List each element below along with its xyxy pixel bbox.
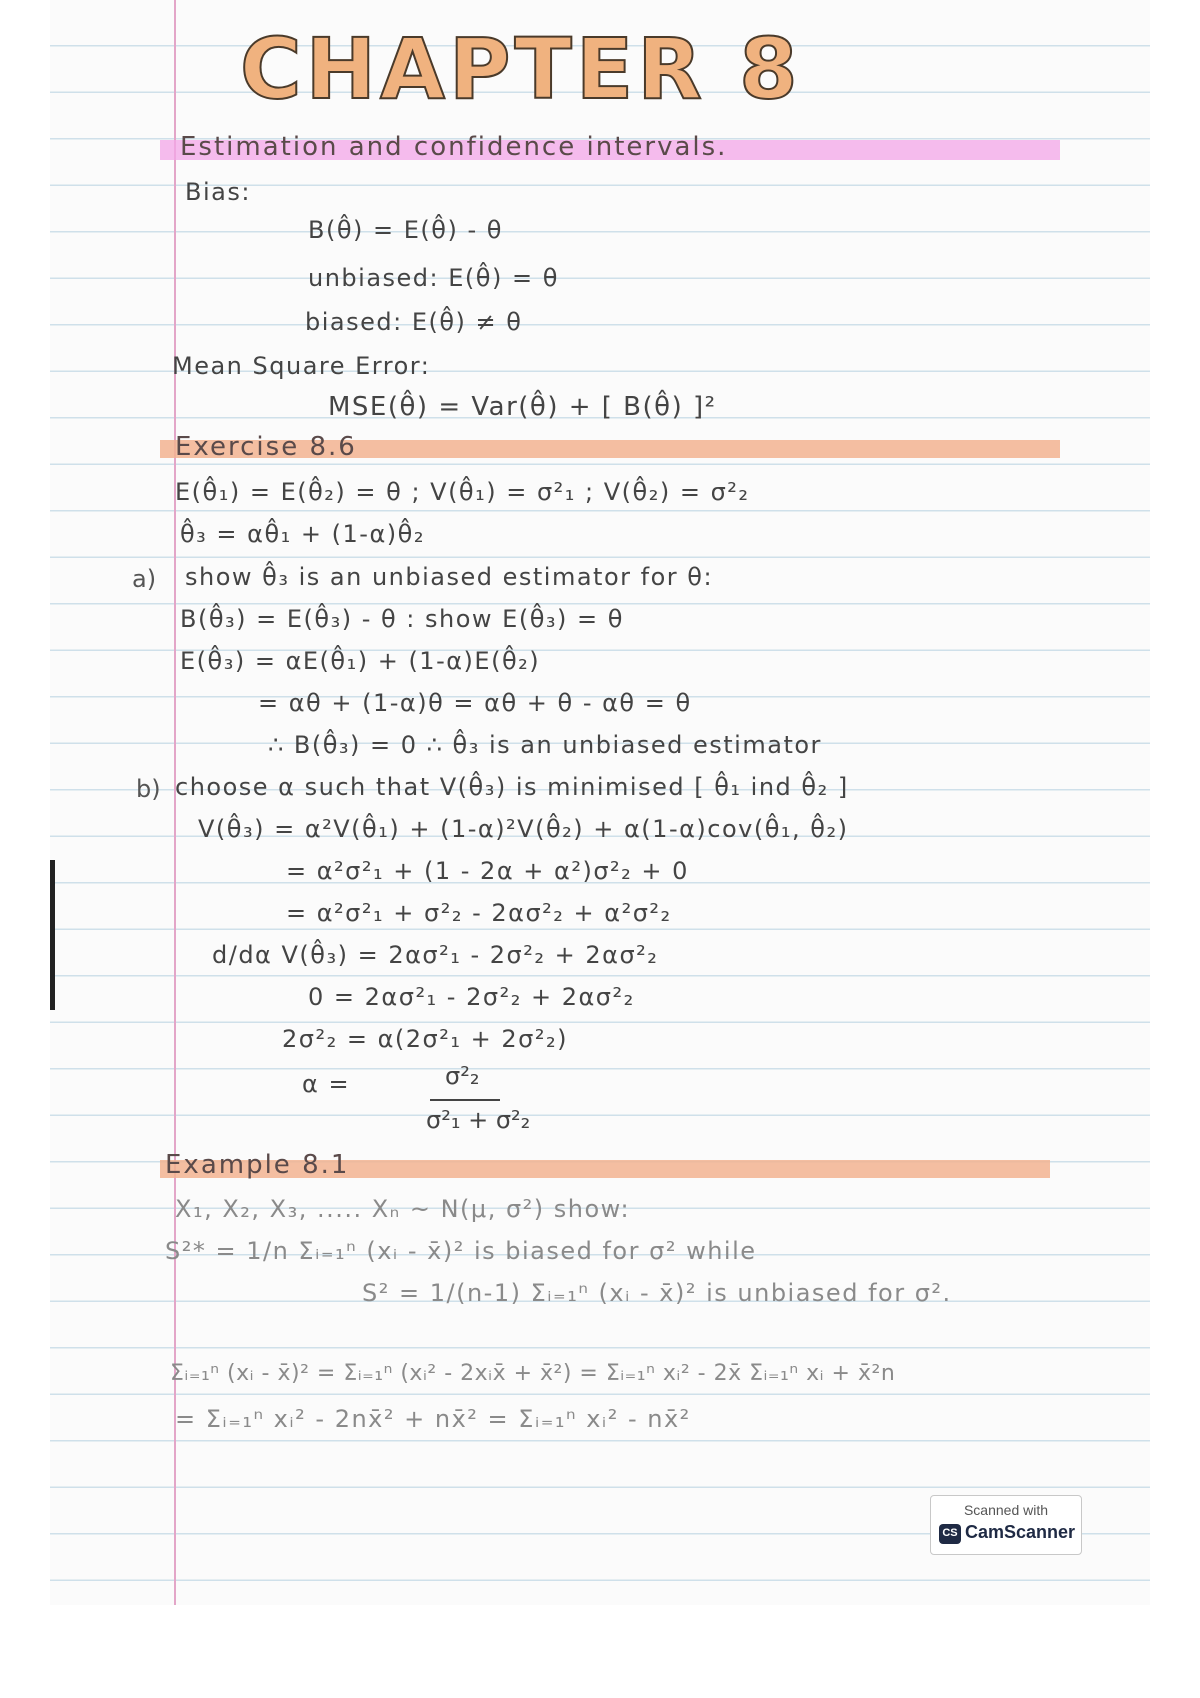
exercise-heading: Exercise 8.6 <box>175 432 357 462</box>
bias-definition: B(θ̂) = E(θ̂) - θ <box>308 216 503 244</box>
part-b-line: = α²σ²₁ + σ²₂ - 2ασ²₂ + α²σ²₂ <box>286 899 672 927</box>
example-heading: Example 8.1 <box>165 1150 350 1180</box>
alpha-numerator: σ²₂ <box>445 1062 480 1090</box>
part-a-line: show θ̂₃ is an unbiased estimator for θ: <box>185 563 714 591</box>
scanner-brand-name: CamScanner <box>965 1522 1076 1542</box>
example-line: = Σᵢ₌₁ⁿ xᵢ² - 2nx̄² + nx̄² = Σᵢ₌₁ⁿ xᵢ² - nx̄² <box>175 1405 691 1433</box>
scanner-caption: Scanned with <box>963 1502 1049 1518</box>
example-line: Σᵢ₌₁ⁿ (xᵢ - x̄)² = Σᵢ₌₁ⁿ (xᵢ² - 2xᵢx̄ + x̄²) = Σᵢ₌₁ⁿ xᵢ² - 2x̄ Σᵢ₌₁ⁿ xᵢ + x̄²n <box>170 1361 896 1386</box>
page-edge-shadow <box>50 860 55 1010</box>
section-title: Estimation and confidence intervals. <box>180 132 728 162</box>
alpha-denominator: σ²₁ + σ²₂ <box>426 1106 531 1134</box>
scanner-watermark <box>930 1495 1082 1555</box>
example-line: S² = 1/(n-1) Σᵢ₌₁ⁿ (xᵢ - x̄)² is unbiased for σ². <box>362 1279 952 1307</box>
camscanner-logo-text: CS <box>942 1527 958 1539</box>
mse-formula: MSE(θ̂) = Var(θ̂) + [ B(θ̂) ]² <box>328 392 717 422</box>
part-b-line: 2σ²₂ = α(2σ²₁ + 2σ²₂) <box>282 1025 568 1053</box>
part-b-line: V(θ̂₃) = α²V(θ̂₁) + (1-α)²V(θ̂₂) + α(1-α)cov(θ̂₁, θ̂₂) <box>198 815 849 843</box>
bias-label: Bias: <box>185 178 251 206</box>
part-a-line: B(θ̂₃) = E(θ̂₃) - θ : show E(θ̂₃) = θ <box>180 605 624 633</box>
example-line: X₁, X₂, X₃, ..... Xₙ ~ N(μ, σ²) show: <box>175 1195 631 1223</box>
part-b-line: 0 = 2ασ²₁ - 2σ²₂ + 2ασ²₂ <box>308 983 635 1011</box>
chapter-title: CHAPTER 8 <box>240 20 802 118</box>
exercise-given-2: θ̂₃ = αθ̂₁ + (1-α)θ̂₂ <box>180 520 425 548</box>
fraction-bar <box>430 1099 500 1101</box>
unbiased-condition: unbiased: E(θ̂) = θ <box>308 264 559 292</box>
part-a-line: E(θ̂₃) = αE(θ̂₁) + (1-α)E(θ̂₂) <box>180 647 541 675</box>
part-b-line: d/dα V(θ̂₃) = 2ασ²₁ - 2σ²₂ + 2ασ²₂ <box>212 941 659 969</box>
part-b-line: = α²σ²₁ + (1 - 2α + α²)σ²₂ + 0 <box>286 857 689 885</box>
part-b-line: choose α such that V(θ̂₃) is minimised [ θ̂₁ ind θ̂₂ ] <box>175 773 849 801</box>
mse-label: Mean Square Error: <box>172 352 431 380</box>
biased-condition: biased: E(θ̂) ≠ θ <box>305 308 523 336</box>
camscanner-logo-icon <box>939 1524 961 1544</box>
example-line: S²* = 1/n Σᵢ₌₁ⁿ (xᵢ - x̄)² is biased for σ² while <box>165 1237 757 1265</box>
part-a-line: ∴ B(θ̂₃) = 0 ∴ θ̂₃ is an unbiased estimator <box>268 731 822 759</box>
part-b-label: b) <box>136 775 161 803</box>
exercise-given-1: E(θ̂₁) = E(θ̂₂) = θ ; V(θ̂₁) = σ²₁ ; V(θ̂₂) = σ²₂ <box>175 478 750 506</box>
part-a-label: a) <box>132 565 157 593</box>
notebook-page <box>50 0 1150 1605</box>
part-a-line: = αθ + (1-α)θ = αθ + θ - αθ = θ <box>258 689 692 717</box>
part-b-line: α = <box>302 1070 351 1098</box>
